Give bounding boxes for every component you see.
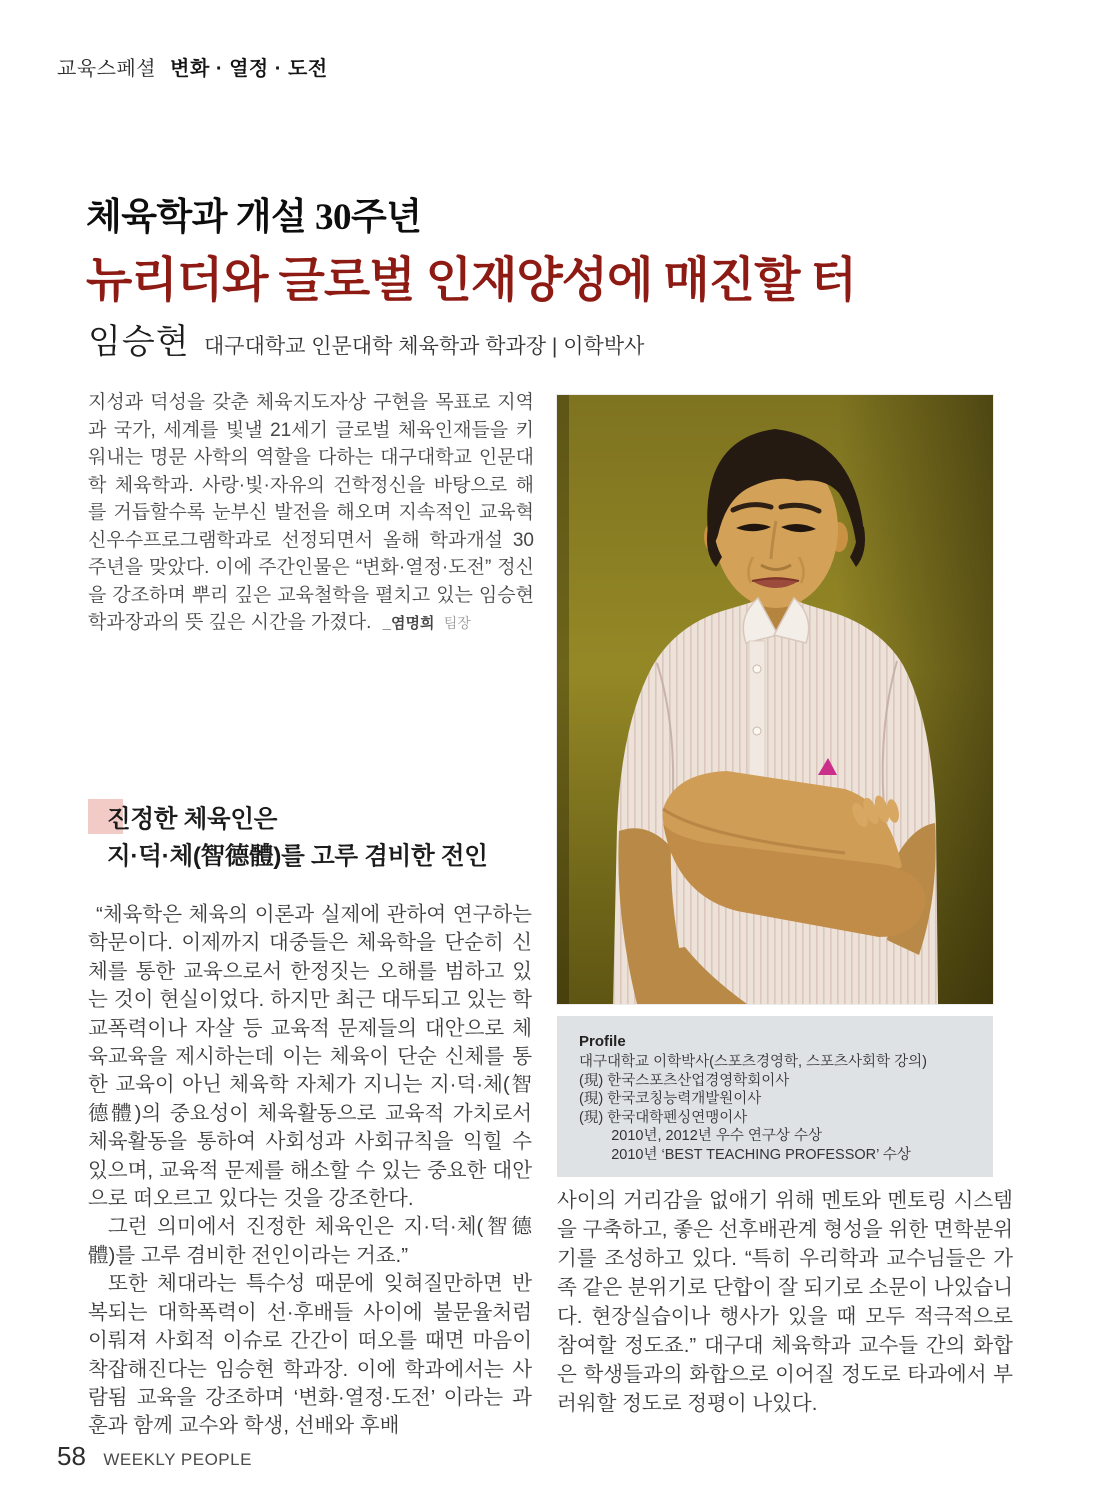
footer-page-number: 58 bbox=[57, 1441, 86, 1471]
article-kicker: 체육학과 개설 30주년 bbox=[86, 197, 422, 238]
byline-name: 임승현 bbox=[88, 323, 190, 361]
profile-line: (現) 한국스포츠산업경영학회이사 bbox=[579, 1072, 790, 1089]
footer-magazine-name: WEEKLY PEOPLE bbox=[103, 1450, 252, 1469]
profile-line: (現) 한국코칭능력개발원이사 bbox=[579, 1091, 762, 1108]
byline bbox=[88, 314, 644, 363]
intro-paragraph bbox=[88, 389, 534, 638]
intro-text: 지성과 덕성을 갖춘 체육지도자상 구현을 목표로 지역과 국가, 세계를 빛낼 21세기 글로벌 체육인재들을 키워내는 명문 사학의 역할을 다하는 대구대학교 인문대학 체육학과. 사랑·빛·자유의 건학정신을 바탕으로 해를 거듭할수록 눈부신 발전을 해오며 지속적인 교육혁신우수프로그램학과로 선정되면서 올해 학과개설 30주년을 맞았다. 이에 주간인물은 “변화·열정·도전” 정신을 강조하며 뿌리 깊은 교육철학을 펼치고 있는 임승현 학과장과의 뜻 깊은 시간을 가졌다. bbox=[88, 392, 534, 633]
body-paragraph: “체육학은 체육의 이론과 실제에 관하여 연구하는 학문이다. 이제까지 대중들은 체육학을 단순히 신체를 통한 교육으로서 한정짓는 오해를 범하고 있는 것이 현실이었다. 하지만 최근 대두되고 있는 학교폭력이나 자살 등 교육적 문제들의 대안으로 체육교육을 제시하는데 이는 체육이 단순 신체를 통한 교육이 아닌 체육학 자체가 지니는 지·덕·체(智德體)의 중요성이 체육활동으로 교육적 가치로서 체육활동을 통하여 사회성과 사회규칙을 익힐 수 있으며, 교육적 문제를 해소할 수 있는 중요한 대안으로 떠오르고 있다는 것을 강조한다. bbox=[88, 903, 532, 1211]
profile-line: 2010년, 2012년 우수 연구상 수상 bbox=[579, 1128, 822, 1145]
portrait-photo bbox=[557, 395, 993, 1004]
profile-box bbox=[557, 1016, 993, 1177]
body-paragraph: 또한 체대라는 특수성 때문에 잊혀질만하면 반복되는 대학폭력이 선·후배들 사이에 불문율처럼 이뤄져 사회적 이슈로 간간이 떠오를 때면 마음이 착잡해진다는 임승현 학과장. 이에 학과에서는 사람됨 교육을 강조하며 ‘변화·열정·도전’ 이라는 과 훈과 함께 교수와 학생, 선배와 후배 bbox=[88, 1272, 532, 1438]
header-section-label: 교육스페셜 bbox=[57, 58, 157, 80]
intro-credit-name: _염명희 bbox=[382, 615, 435, 632]
section-heading-line2: 지·덕·체(智德體)를 고루 겸비한 전인 bbox=[107, 842, 488, 870]
section-heading-line1: 진정한 체육인은 bbox=[107, 806, 278, 833]
profile-line: (現) 한국대학펜싱연맹이사 bbox=[579, 1109, 748, 1126]
left-column bbox=[88, 901, 532, 1441]
right-column bbox=[557, 1186, 1013, 1418]
article-title: 뉴리더와 글로벌 인재양성에 매진할 터 bbox=[86, 254, 856, 307]
page-footer bbox=[57, 1441, 252, 1472]
body-paragraph: 사이의 거리감을 없애기 위해 멘토와 멘토링 시스템을 구축하고, 좋은 선후배관계 형성을 위한 면학분위기를 조성하고 있다. “특히 우리학과 교수님들은 가족 같은 분위기로 단합이 잘 되기로 소문이 나있습니다. 현장실습이나 행사가 있을 때 모두 적극적으로 참여할 정도죠.” 대구대 체육학과 교수들 간의 화합은 학생들과의 화합으로 이어질 정도로 타과에서 부러워할 정도로 정평이 나있다. bbox=[557, 1189, 1013, 1415]
header-slogan: 변화 · 열정 · 도전 bbox=[170, 58, 328, 80]
profile-line: 2010년 ‘BEST TEACHING PROFESSOR’ 수상 bbox=[579, 1146, 911, 1163]
intro-credit-role: 팀장 bbox=[443, 615, 471, 631]
page-header bbox=[57, 52, 328, 81]
profile-title: Profile bbox=[579, 1033, 626, 1050]
profile-line: 대구대학교 이학박사(스포츠경영학, 스포츠사회학 강의) bbox=[579, 1054, 927, 1070]
byline-role: 대구대학교 인문대학 체육학과 학과장 | 이학박사 bbox=[204, 335, 645, 358]
section-heading bbox=[107, 802, 488, 875]
body-paragraph: 그런 의미에서 진정한 체육인은 지·덕·체(智德體)를 고루 겸비한 전인이라는 거죠.” bbox=[88, 1215, 532, 1267]
